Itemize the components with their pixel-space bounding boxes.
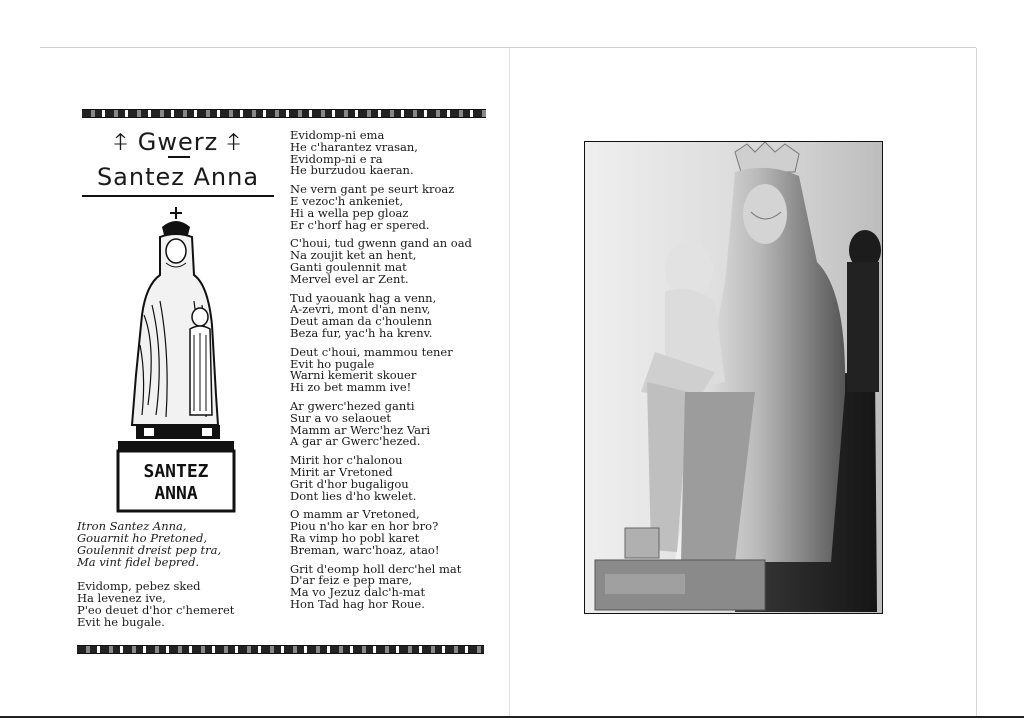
title-ornament-right: ⍏: [226, 128, 243, 156]
page-edge-right: [976, 48, 977, 716]
stanza-line: Deut aman da c'houlenn: [290, 314, 432, 329]
stanza-line: Grit d'eomp holl derc'hel mat: [290, 561, 462, 576]
ornamental-rule-top: [82, 109, 486, 118]
song-title-line1: [80, 128, 276, 156]
caption-line: Itron Santez Anna,: [77, 519, 187, 533]
stanza-line: He c'harantez vrasan,: [290, 139, 418, 154]
song-title-line2: Santez Anna: [96, 163, 260, 191]
stanza-line: Ne vern gant pe seurt kroaz: [290, 182, 455, 197]
stanza-line: Ra vimp ho pobl karet: [290, 530, 420, 545]
stanza-line: Evidomp-ni ema: [290, 128, 385, 142]
stanza-line: Beza fur, yac'h ha krenv.: [290, 325, 433, 340]
stanza: [290, 130, 490, 177]
stanza-line: Grit d'hor bugaligou: [290, 476, 409, 491]
stanza: [290, 238, 490, 285]
page-edge-bottom: [0, 716, 1024, 718]
book-gutter: [509, 48, 510, 716]
title-ornament-left: ⍏: [113, 128, 130, 156]
stanza-line: C'houi, tud gwenn gand an oad: [290, 236, 472, 251]
verse-line: P'eo deuet d'hor c'hemeret: [77, 603, 235, 617]
stanza: [290, 509, 490, 556]
verse-line: Ha levenez ive,: [77, 591, 166, 605]
stanza-line: Mamm ar Werc'hez Vari: [290, 422, 431, 437]
stanza-line: He burzudou kaeran.: [290, 163, 414, 178]
stanza-line: Tud yaouank hag a venn,: [290, 290, 437, 305]
stanza-line: Evidomp-ni e ra: [290, 151, 383, 166]
stanza: [290, 455, 490, 502]
stanza-line: Na zoujit ket an hent,: [290, 248, 417, 263]
stanza-line: A-zevri, mont d'an nenv,: [290, 302, 431, 317]
stanza-column: [290, 130, 490, 618]
stanza-line: Hi zo bet mamm ive!: [290, 380, 412, 395]
title-divider-short: [168, 156, 190, 158]
ornamental-rule-bottom: [77, 645, 484, 654]
opening-verse: [77, 580, 277, 628]
title-word-gwerz: Gwerz: [137, 128, 219, 156]
stanza-line: Ganti goulennit mat: [290, 259, 407, 274]
stanza-line: Warni kemerit skouer: [290, 368, 417, 383]
stanza-line: Mirit hor c'halonou: [290, 453, 403, 468]
page-edge-top: [40, 47, 976, 48]
caption-line: Gouarnit ho Pretoned,: [77, 531, 208, 545]
stanza-line: Ar gwerc'hezed ganti: [290, 398, 415, 413]
plaque-text-line1: SANTEZ: [143, 461, 209, 482]
stanza-line: D'ar feiz e pep mare,: [290, 573, 413, 588]
saint-anne-woodcut-icon: [116, 205, 240, 515]
verse-line: Evidomp, pebez sked: [77, 579, 201, 593]
stanza-line: Er c'horf hag er spered.: [290, 217, 430, 232]
stanza-line: Deut c'houi, mammou tener: [290, 344, 453, 359]
statue-photograph: [584, 141, 883, 614]
stanza-line: Mirit ar Vretoned: [290, 464, 393, 479]
stanza: [290, 290, 490, 340]
stanza-line: Sur a vo selaouet: [290, 410, 392, 425]
caption-verse: [77, 520, 277, 568]
stanza: [290, 184, 490, 231]
stanza-line: Ma vo Jezuz dalc'h-mat: [290, 585, 426, 600]
stanza-line: Piou n'ho kar en hor bro?: [290, 519, 439, 534]
stanza-line: Dont lies d'ho kwelet.: [290, 488, 417, 503]
caption-line: Ma vint fidel bepred.: [77, 555, 200, 569]
stanza-line: Evit ho pugale: [290, 356, 375, 371]
stanza-line: E vezoc'h ankeniet,: [290, 193, 404, 208]
title-divider: [82, 195, 274, 197]
madonna-statue-photo-icon: [585, 142, 882, 613]
stanza-line: O mamm ar Vretoned,: [290, 507, 420, 522]
stanza-line: Hon Tad hag hor Roue.: [290, 596, 425, 611]
stanza: [290, 344, 490, 395]
caption-line: Goulennit dreist pep tra,: [77, 543, 222, 557]
stanza-line: Hi a wella pep gloaz: [290, 205, 409, 220]
stanza-line: A gar ar Gwerc'hezed.: [290, 434, 421, 449]
verse-line: Evit he bugale.: [77, 615, 165, 629]
stanza-line: Mervel evel ar Zent.: [290, 271, 409, 286]
stanza: [290, 398, 490, 449]
plaque-text-line2: ANNA: [154, 483, 198, 504]
stanza-line: Breman, warc'hoaz, atao!: [290, 542, 440, 557]
stanza: [290, 561, 490, 611]
